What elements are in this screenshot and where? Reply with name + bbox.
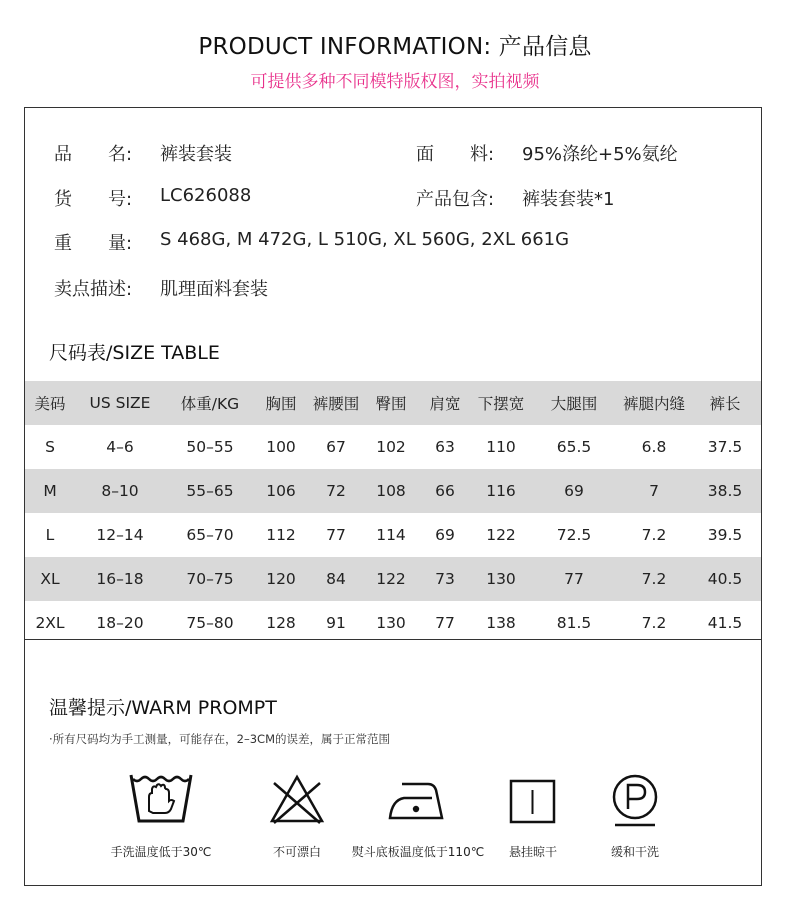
table-cell: 116: [473, 469, 529, 513]
info-row-selling: [54, 275, 734, 299]
table-cell: 66: [417, 469, 473, 513]
name-label: 品 名:: [54, 144, 133, 165]
table-cell: 81.5: [556, 614, 592, 632]
page-subtitle: 可提供多种不同模特版权图，实拍视频: [250, 72, 540, 92]
table-cell: 108: [365, 469, 417, 513]
table-cell: 6.8: [641, 438, 667, 456]
care-label: 不可漂白: [272, 845, 321, 859]
fabric-label: 面 料:: [416, 144, 495, 165]
col-header: 体重/KG: [165, 381, 255, 425]
table-cell: 7: [619, 469, 689, 513]
info-panel: [24, 107, 762, 886]
weight-value: S 468G, M 472G, L 510G, XL 560G, 2XL 661G: [160, 229, 570, 250]
table-cell: 100: [266, 438, 296, 456]
dry-clean-p-icon: [609, 773, 661, 829]
table-row: [25, 513, 761, 557]
table-cell: 12–14: [96, 526, 144, 544]
warm-prompt-title: 温馨提示/WARM PROMPT: [49, 697, 277, 719]
table-cell: 8–10: [75, 469, 165, 513]
selling-value: 肌理面料套装: [160, 279, 268, 300]
table-cell: 91: [326, 614, 346, 632]
col-header: 下摆宽: [473, 381, 529, 425]
table-cell: 122: [365, 557, 417, 601]
table-cell: 102: [376, 438, 406, 456]
col-header: 臀围: [365, 381, 417, 425]
section-divider: [25, 639, 761, 640]
size-table-title: 尺码表/SIZE TABLE: [49, 342, 220, 364]
hang-dry-icon: [508, 778, 558, 826]
table-cell: 7.2: [641, 526, 667, 544]
info-row-sku: [54, 185, 384, 209]
table-cell: 69: [435, 526, 455, 544]
table-cell: 16–18: [75, 557, 165, 601]
table-cell: 7.2: [641, 614, 667, 632]
table-cell: 122: [486, 526, 516, 544]
table-cell: 77: [529, 557, 619, 601]
contents-value: 裤装套装*1: [522, 189, 615, 210]
table-cell: 77: [326, 526, 346, 544]
iron-low-icon: [388, 778, 444, 824]
table-cell: 4–6: [106, 438, 134, 456]
table-cell: S: [45, 438, 55, 456]
size-table: [25, 381, 761, 645]
care-label: 熨斗底板温度低于110℃: [351, 845, 485, 859]
col-header: 裤腿内缝: [619, 381, 689, 425]
page-title: PRODUCT INFORMATION: 产品信息: [198, 34, 592, 60]
no-bleach-icon: [268, 773, 326, 825]
fabric-value: 95%涤纶+5%氨纶: [522, 144, 678, 165]
table-cell: 69: [529, 469, 619, 513]
table-cell: 72.5: [556, 526, 592, 544]
hand-wash-icon: [127, 771, 193, 829]
table-cell: 77: [435, 614, 455, 632]
col-header: 肩宽: [417, 381, 473, 425]
table-cell: 50–55: [186, 438, 234, 456]
table-cell: 37.5: [707, 438, 743, 456]
table-cell: M: [25, 469, 75, 513]
table-cell: 63: [435, 438, 455, 456]
table-cell: 40.5: [689, 557, 761, 601]
info-row-fabric: [416, 140, 746, 164]
table-cell: 41.5: [707, 614, 743, 632]
table-cell: 70–75: [165, 557, 255, 601]
col-header: 大腿围: [529, 381, 619, 425]
care-label: 手洗温度低于30℃: [110, 845, 212, 859]
table-cell: 130: [473, 557, 529, 601]
col-header: 胸围: [255, 381, 307, 425]
table-cell: 65.5: [556, 438, 592, 456]
table-cell: 84: [307, 557, 365, 601]
info-row-weight: [54, 229, 734, 253]
table-cell: 73: [417, 557, 473, 601]
table-row: [25, 557, 761, 601]
weight-label: 重 量:: [54, 233, 133, 254]
table-cell: 138: [486, 614, 516, 632]
table-cell: 75–80: [186, 614, 234, 632]
size-table-header: [25, 381, 761, 425]
warm-prompt-note: ·所有尺码均为手工测量，可能存在，2–3CM的误差，属于正常范围: [49, 732, 390, 746]
table-cell: 2XL: [35, 614, 65, 632]
table-cell: XL: [25, 557, 75, 601]
table-cell: 18–20: [96, 614, 144, 632]
sku-value: LC626088: [160, 185, 252, 206]
table-cell: 38.5: [689, 469, 761, 513]
table-cell: 128: [266, 614, 296, 632]
info-row-name: [54, 140, 384, 164]
col-header: 裤长: [689, 381, 761, 425]
name-value: 裤装套装: [160, 144, 232, 165]
table-cell: 39.5: [707, 526, 743, 544]
table-cell: 72: [307, 469, 365, 513]
table-cell: 114: [376, 526, 406, 544]
care-label: 缓和干洗: [610, 845, 659, 859]
table-cell: 7.2: [619, 557, 689, 601]
sku-label: 货 号:: [54, 189, 133, 210]
table-cell: 106: [255, 469, 307, 513]
table-cell: 110: [486, 438, 516, 456]
table-cell: 130: [376, 614, 406, 632]
col-header: US SIZE: [75, 381, 165, 425]
contents-label: 产品包含:: [416, 189, 495, 210]
table-cell: 67: [326, 438, 346, 456]
table-cell: 112: [266, 526, 296, 544]
table-cell: 55–65: [165, 469, 255, 513]
selling-label: 卖点描述:: [54, 279, 133, 300]
care-label: 悬挂晾干: [508, 845, 557, 859]
info-row-contents: [416, 185, 746, 209]
col-header: 美码: [25, 381, 75, 425]
table-cell: L: [45, 526, 55, 544]
table-cell: 65–70: [186, 526, 234, 544]
table-cell: 120: [255, 557, 307, 601]
col-header: 裤腰围: [307, 381, 365, 425]
table-row: [25, 425, 761, 469]
table-row: [25, 469, 761, 513]
